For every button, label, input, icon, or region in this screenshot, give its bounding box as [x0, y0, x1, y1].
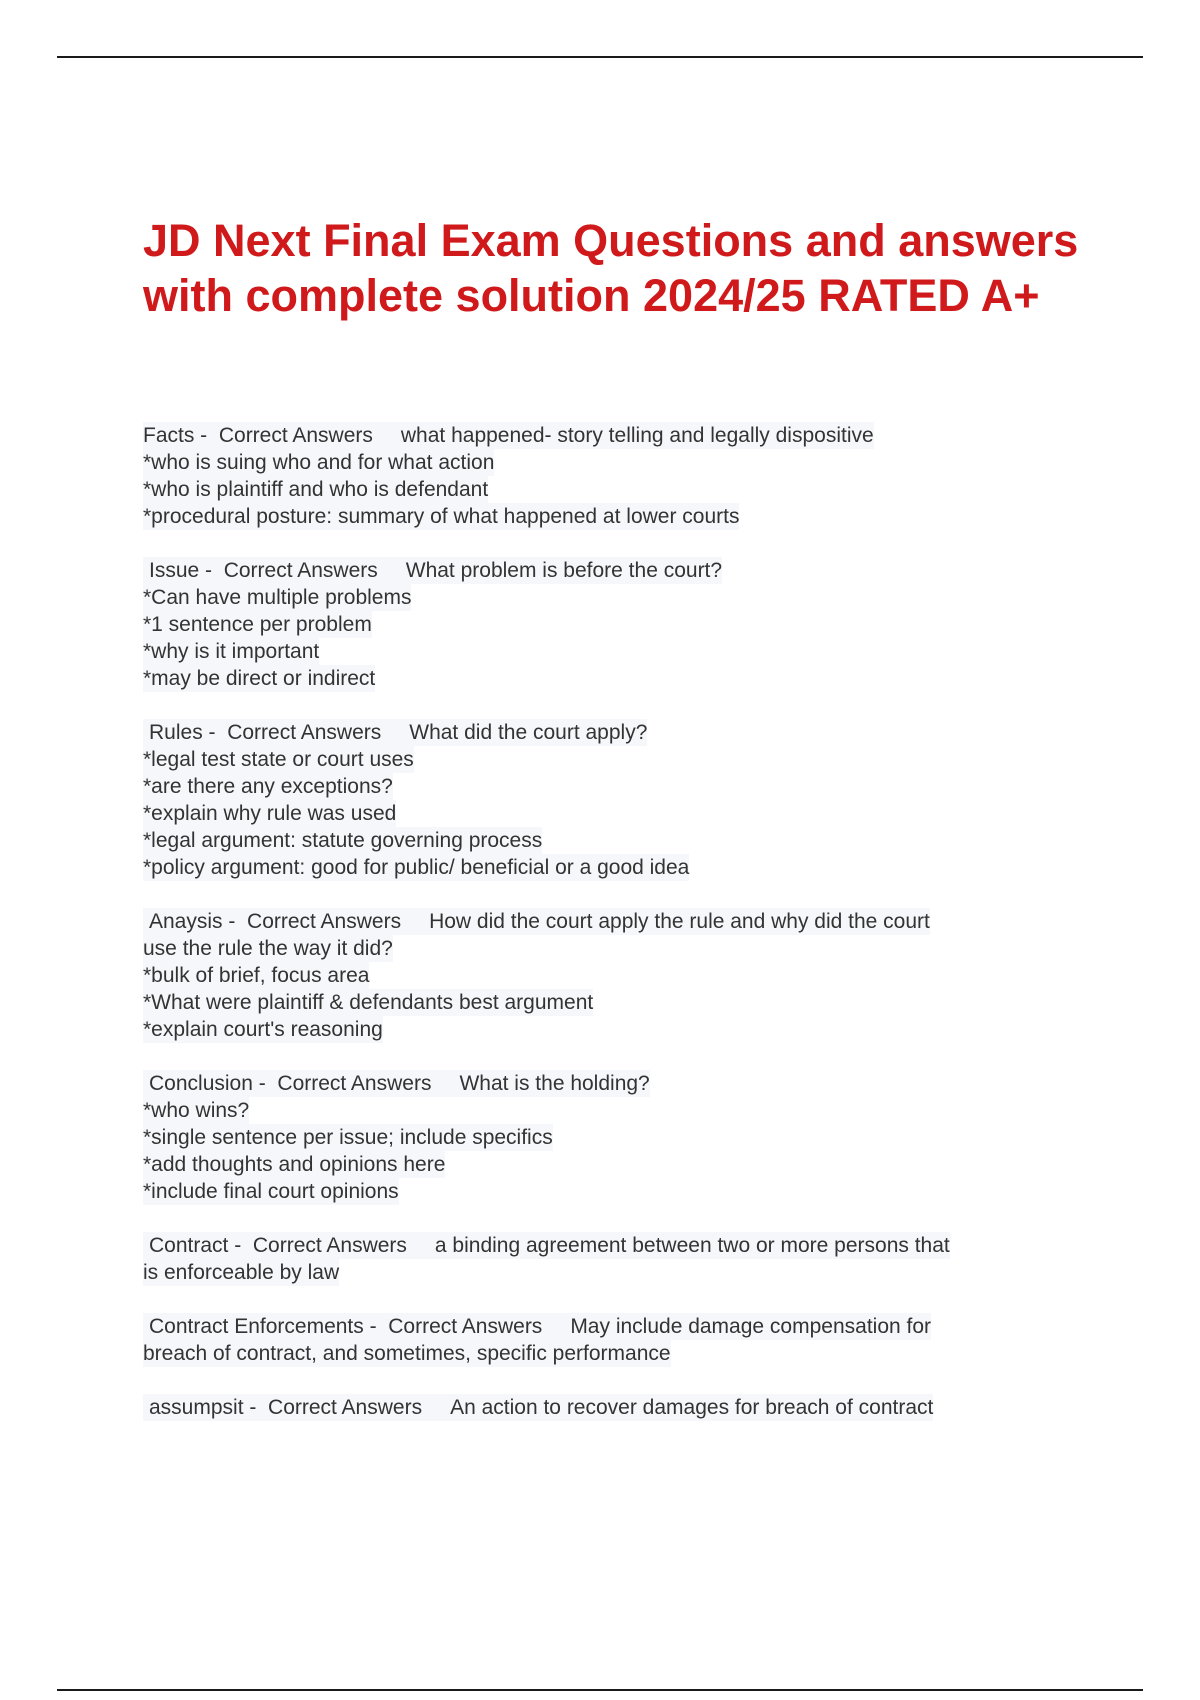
qa-term: Conclusion	[149, 1072, 253, 1095]
qa-label: Correct Answers	[223, 559, 378, 582]
qa-bullet: *why is it important	[143, 640, 320, 663]
qa-bullet: *1 sentence per problem	[143, 613, 372, 636]
qa-bullet: *include final court opinions	[143, 1180, 399, 1203]
qa-entry-contract-enforcements	[143, 1313, 1073, 1367]
qa-heading-line: Contract Enforcements - Correct Answers May include damage compensation for	[143, 1313, 931, 1340]
qa-answer: An action to recover damages for breach of contract	[450, 1396, 934, 1419]
qa-label: Correct Answers	[247, 910, 402, 933]
qa-entry-facts	[143, 422, 1073, 530]
qa-bullet: *Can have multiple problems	[143, 586, 412, 609]
qa-label: Correct Answers	[227, 721, 382, 744]
qa-term: Issue	[149, 559, 200, 582]
qa-bullet: *who is suing who and for what action	[143, 451, 495, 474]
bottom-rule	[57, 1689, 1143, 1691]
top-rule	[57, 56, 1143, 58]
qa-entry-conclusion	[143, 1070, 1073, 1205]
qa-term: Facts	[143, 424, 195, 447]
qa-term: Rules	[149, 721, 203, 744]
qa-answer: What problem is before the court?	[405, 559, 723, 582]
qa-answer: How did the court apply the rule and why did the court	[429, 910, 930, 933]
qa-entry-rules	[143, 719, 1073, 881]
qa-entry-analysis	[143, 908, 1073, 1043]
title-line: answers with complete solution 2024/25	[143, 215, 1079, 321]
document-title	[143, 213, 1103, 323]
qa-label: Correct Answers	[252, 1234, 407, 1257]
qa-bullet: *add thoughts and opinions here	[143, 1153, 446, 1176]
qa-bullet: *are there any exceptions?	[143, 775, 393, 798]
qa-list	[143, 422, 1073, 1448]
qa-answer: what happened- story telling and legally dispositive	[400, 424, 874, 447]
qa-answer: What did the court apply?	[409, 721, 648, 744]
title-line: JD Next Final Exam Questions and	[143, 215, 886, 266]
qa-bullet: *legal argument: statute governing process	[143, 829, 543, 852]
qa-bullet: *may be direct or indirect	[143, 667, 376, 690]
qa-label: Correct Answers	[218, 424, 373, 447]
qa-label: Correct Answers	[277, 1072, 432, 1095]
qa-answer: May include damage compensation for	[570, 1315, 932, 1338]
qa-term: assumpsit	[149, 1396, 244, 1419]
qa-label: Correct Answers	[268, 1396, 423, 1419]
qa-label: Correct Answers	[388, 1315, 543, 1338]
qa-bullet: *bulk of brief, focus area	[143, 964, 370, 987]
qa-heading-line: Contract - Correct Answers a binding agreement between two or more persons that	[143, 1232, 950, 1259]
qa-term: Contract Enforcements	[149, 1315, 364, 1338]
qa-heading-line: Facts - Correct Answers what happened- story telling and legally dispositive	[143, 424, 874, 447]
qa-entry-contract	[143, 1232, 1073, 1286]
qa-answer: a binding agreement between two or more persons that	[434, 1234, 950, 1257]
qa-entry-assumpsit	[143, 1394, 1073, 1421]
qa-bullet: *explain why rule was used	[143, 802, 397, 825]
qa-answer-continuation: use the rule the way it did?	[143, 937, 393, 960]
qa-heading-line: Issue - Correct Answers What problem is before the court?	[143, 557, 722, 584]
qa-bullet: *who wins?	[143, 1099, 250, 1122]
qa-answer-continuation: breach of contract, and sometimes, specific performance	[143, 1342, 671, 1365]
qa-heading-line: Anaysis - Correct Answers How did the court apply the rule and why did the court	[143, 908, 930, 935]
qa-answer-continuation: is enforceable by law	[143, 1261, 340, 1284]
qa-bullet: *explain court's reasoning	[143, 1018, 383, 1041]
qa-bullet: *legal test state or court uses	[143, 748, 414, 771]
qa-heading-line: assumpsit - Correct Answers An action to recover damages for breach of contract	[143, 1394, 933, 1421]
qa-bullet: *single sentence per issue; include specifics	[143, 1126, 553, 1149]
qa-bullet: *What were plaintiff & defendants best argument	[143, 991, 594, 1014]
qa-answer: What is the holding?	[459, 1072, 650, 1095]
qa-heading-line: Conclusion - Correct Answers What is the holding?	[143, 1070, 650, 1097]
qa-heading-line: Rules - Correct Answers What did the court apply?	[143, 719, 647, 746]
qa-bullet: *who is plaintiff and who is defendant	[143, 478, 489, 501]
qa-entry-issue	[143, 557, 1073, 692]
qa-term: Anaysis	[149, 910, 223, 933]
qa-term: Contract	[149, 1234, 229, 1257]
qa-bullet: *procedural posture: summary of what happened at lower courts	[143, 505, 740, 528]
title-line: RATED A+	[818, 270, 1040, 321]
qa-bullet: *policy argument: good for public/ beneficial or a good idea	[143, 856, 690, 879]
